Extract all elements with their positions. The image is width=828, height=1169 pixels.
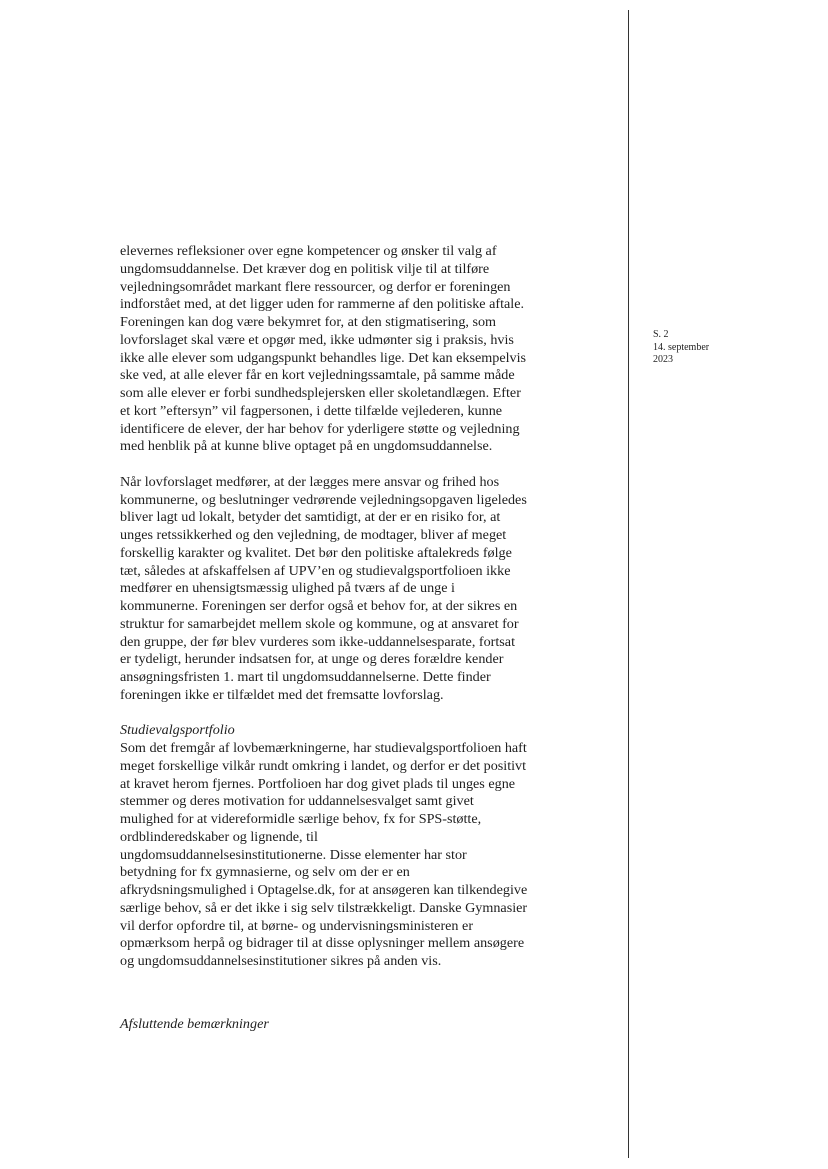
date-year: 2023: [653, 354, 673, 365]
text-line: særlige behov, så er det ikke i sig selv tilstrækkeligt. Danske Gymnasier: [120, 899, 528, 916]
text-line: Når lovforslaget medfører, at der lægges mere ansvar og frihed hos: [120, 473, 500, 490]
text-line: vejledningsområdet markant flere ressourcer, og derfor er foreningen: [120, 278, 511, 295]
text-line: bliver lagt ud lokalt, betyder det samtidigt, at der er en risiko for, at: [120, 509, 501, 526]
paragraph-spacer: [120, 456, 604, 474]
text-line: stemmer og deres motivation for uddannelsesvalget samt givet: [120, 793, 474, 810]
paragraph-kommuner: [120, 474, 604, 705]
text-line: foreningen ikke er tilfældet med det fremsatte lovforslag.: [120, 686, 444, 703]
text-line: som alle elever er forbi sundhedsplejersken eller skoletandlægen. Efter: [120, 385, 521, 401]
text-line: er tydeligt, herunder indsatsen for, at unge og deres forældre kender: [120, 651, 504, 668]
text-line: identificere de elever, der har behov for yderligere støtte og vejledning: [120, 420, 520, 437]
text-line: afkrydsningsmulighed i Optagelse.dk, for at ansøgeren kan tilkendegive: [120, 882, 528, 898]
text-line: struktur for samarbejdet mellem skole og kommune, og at ansvaret for: [120, 615, 519, 632]
text-line: forskellig karakter og kvalitet. Det bør den politiske aftalekreds følge: [120, 544, 512, 561]
text-line: vil derfor opfordre til, at børne- og undervisningsministeren er: [120, 917, 474, 934]
text-line: ordblinderedskaber og lignende, til: [120, 828, 318, 845]
text-line: Foreningen kan dog være bekymret for, at den stigmatisering, som: [120, 314, 497, 330]
text-line: unges retssikkerhed og den vejledning, de modtager, bliver af meget: [120, 527, 507, 543]
text-line: ansøgningsfristen 1. mart til ungdomsuddannelserne. Dette finder: [120, 669, 491, 685]
text-line: ske ved, at alle elever får en kort vejledningssamtale, på samme måde: [120, 367, 515, 384]
text-line: medfører en uhensigtsmæssig ulighed på tværs af de unge i: [120, 580, 455, 597]
page-number: S. 2: [653, 329, 669, 340]
text-line: og ungdomsuddannelsesinstitutioner sikres på anden vis.: [120, 953, 442, 969]
text-line: Som det fremgår af lovbemærkningerne, har studievalgsportfolioen haft: [120, 740, 527, 756]
text-line: tæt, således at afskaffelsen af UPV’en og studievalgsportfolioen ikke: [120, 562, 511, 579]
text-line: kommunerne. Foreningen ser derfor også et behov for, at der sikres en: [120, 598, 518, 614]
text-line: et kort ”eftersyn” vil fagpersonen, i dette tilfælde vejlederen, kunne: [120, 402, 503, 419]
text-line: lovforslaget skal være et opgør med, ikke udmønter sig i praksis, hvis: [120, 331, 514, 348]
section-heading: Studievalgsportfolio: [120, 722, 235, 739]
text-line: at kravet herom fjernes. Portfolioen har dog givet plads til unges egne: [120, 775, 516, 792]
text-line: meget forskellige vilkår rundt omkring i landet, og derfor er det positivt: [120, 757, 527, 774]
text-line: ungdomsuddannelse. Det kræver dog en politisk vilje til at tilføre: [120, 260, 490, 277]
text-line: den gruppe, der før blev vurderes som ikke-uddannelsesparate, fortsat: [120, 633, 516, 650]
date-day-month: 14. september: [653, 341, 710, 353]
text-line: betydning for fx gymnasierne, og selv om der er en: [120, 864, 410, 881]
text-line: elevernes refleksioner over egne kompetencer og ønsker til valg af: [120, 243, 497, 259]
body-text: [120, 243, 604, 971]
text-line: opmærksom herpå og bidrager til at disse oplysninger mellem ansøgere: [120, 935, 525, 952]
final-section-heading: Afsluttende bemærkninger: [120, 1016, 269, 1032]
paragraph-studievalgsportfolio: [120, 722, 604, 971]
text-line: ungdomsuddannelsesinstitutionerne. Disse elementer har stor: [120, 846, 467, 863]
paragraph-vejledning: [120, 243, 604, 456]
text-line: kommunerne, og beslutninger vedrørende vejledningsopgaven ligeledes: [120, 491, 527, 508]
text-line: indforstået med, at det ligger uden for rammerne af den politiske aftale.: [120, 296, 525, 313]
text-line: med henblik på at kunne blive optaget på en ungdomsuddannelse.: [120, 438, 493, 455]
text-line: ikke alle elever som udgangspunkt behandles lige. Det kan eksempelvis: [120, 349, 527, 366]
text-line: mulighed for at videreformidle særlige behov, fx for SPS-støtte,: [120, 811, 482, 827]
page-meta: [653, 329, 709, 367]
margin-divider-line: [628, 10, 629, 1158]
paragraph-spacer: [120, 705, 604, 723]
